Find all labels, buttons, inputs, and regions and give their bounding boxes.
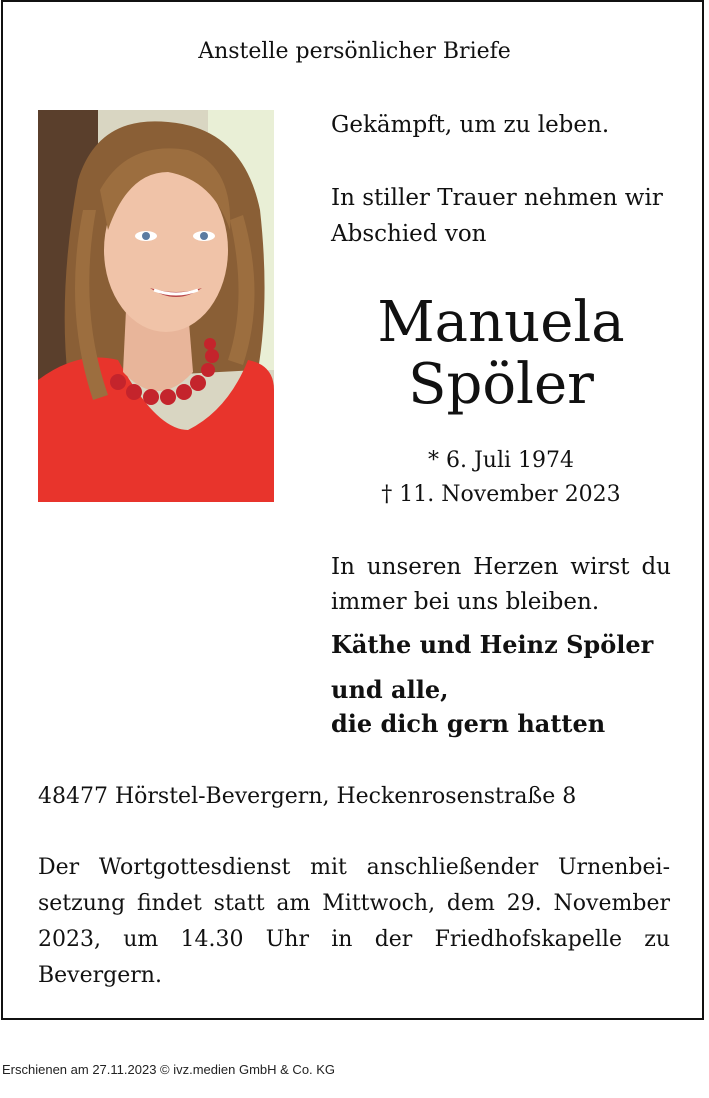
- deceased-name: [331, 292, 671, 416]
- publication-footer: Erschienen am 27.11.2023 © ivz.medien GmbH & Co. KG: [2, 1062, 336, 1077]
- intro-text: [331, 180, 671, 252]
- others-text: [331, 673, 671, 741]
- others-line: und alle,: [331, 675, 449, 704]
- death-date: † 11. November 2023: [381, 482, 621, 507]
- intro-line: Abschied von: [331, 221, 487, 247]
- last-name: Spöler: [408, 352, 594, 417]
- others-line: die dich gern hatten: [331, 709, 606, 738]
- life-dates: [331, 444, 671, 512]
- notice-header: Anstelle persönlicher Briefe: [198, 39, 511, 64]
- portrait-image: [38, 110, 274, 502]
- motto: Gekämpft, um zu leben.: [331, 112, 610, 138]
- intro-line: In stiller Trauer nehmen wir: [331, 185, 663, 211]
- verse-text: In unseren Herzen wirst du immer bei uns bleiben.: [331, 554, 671, 615]
- service-announcement: Der Wortgottesdienst mit anschließender Urnenbei-setzung findet statt am Mittwoch, dem 29. November 2023, um 14.30 Uhr in der Friedhofskapelle zu Bevergern.: [38, 855, 670, 988]
- portrait-photo: [38, 110, 274, 502]
- family-address: 48477 Hörstel-Bevergern, Heckenrosenstraße 8: [38, 784, 577, 809]
- first-name: Manuela: [377, 290, 625, 355]
- birth-date: * 6. Juli 1974: [427, 448, 575, 473]
- family-names: Käthe und Heinz Spöler: [331, 630, 654, 659]
